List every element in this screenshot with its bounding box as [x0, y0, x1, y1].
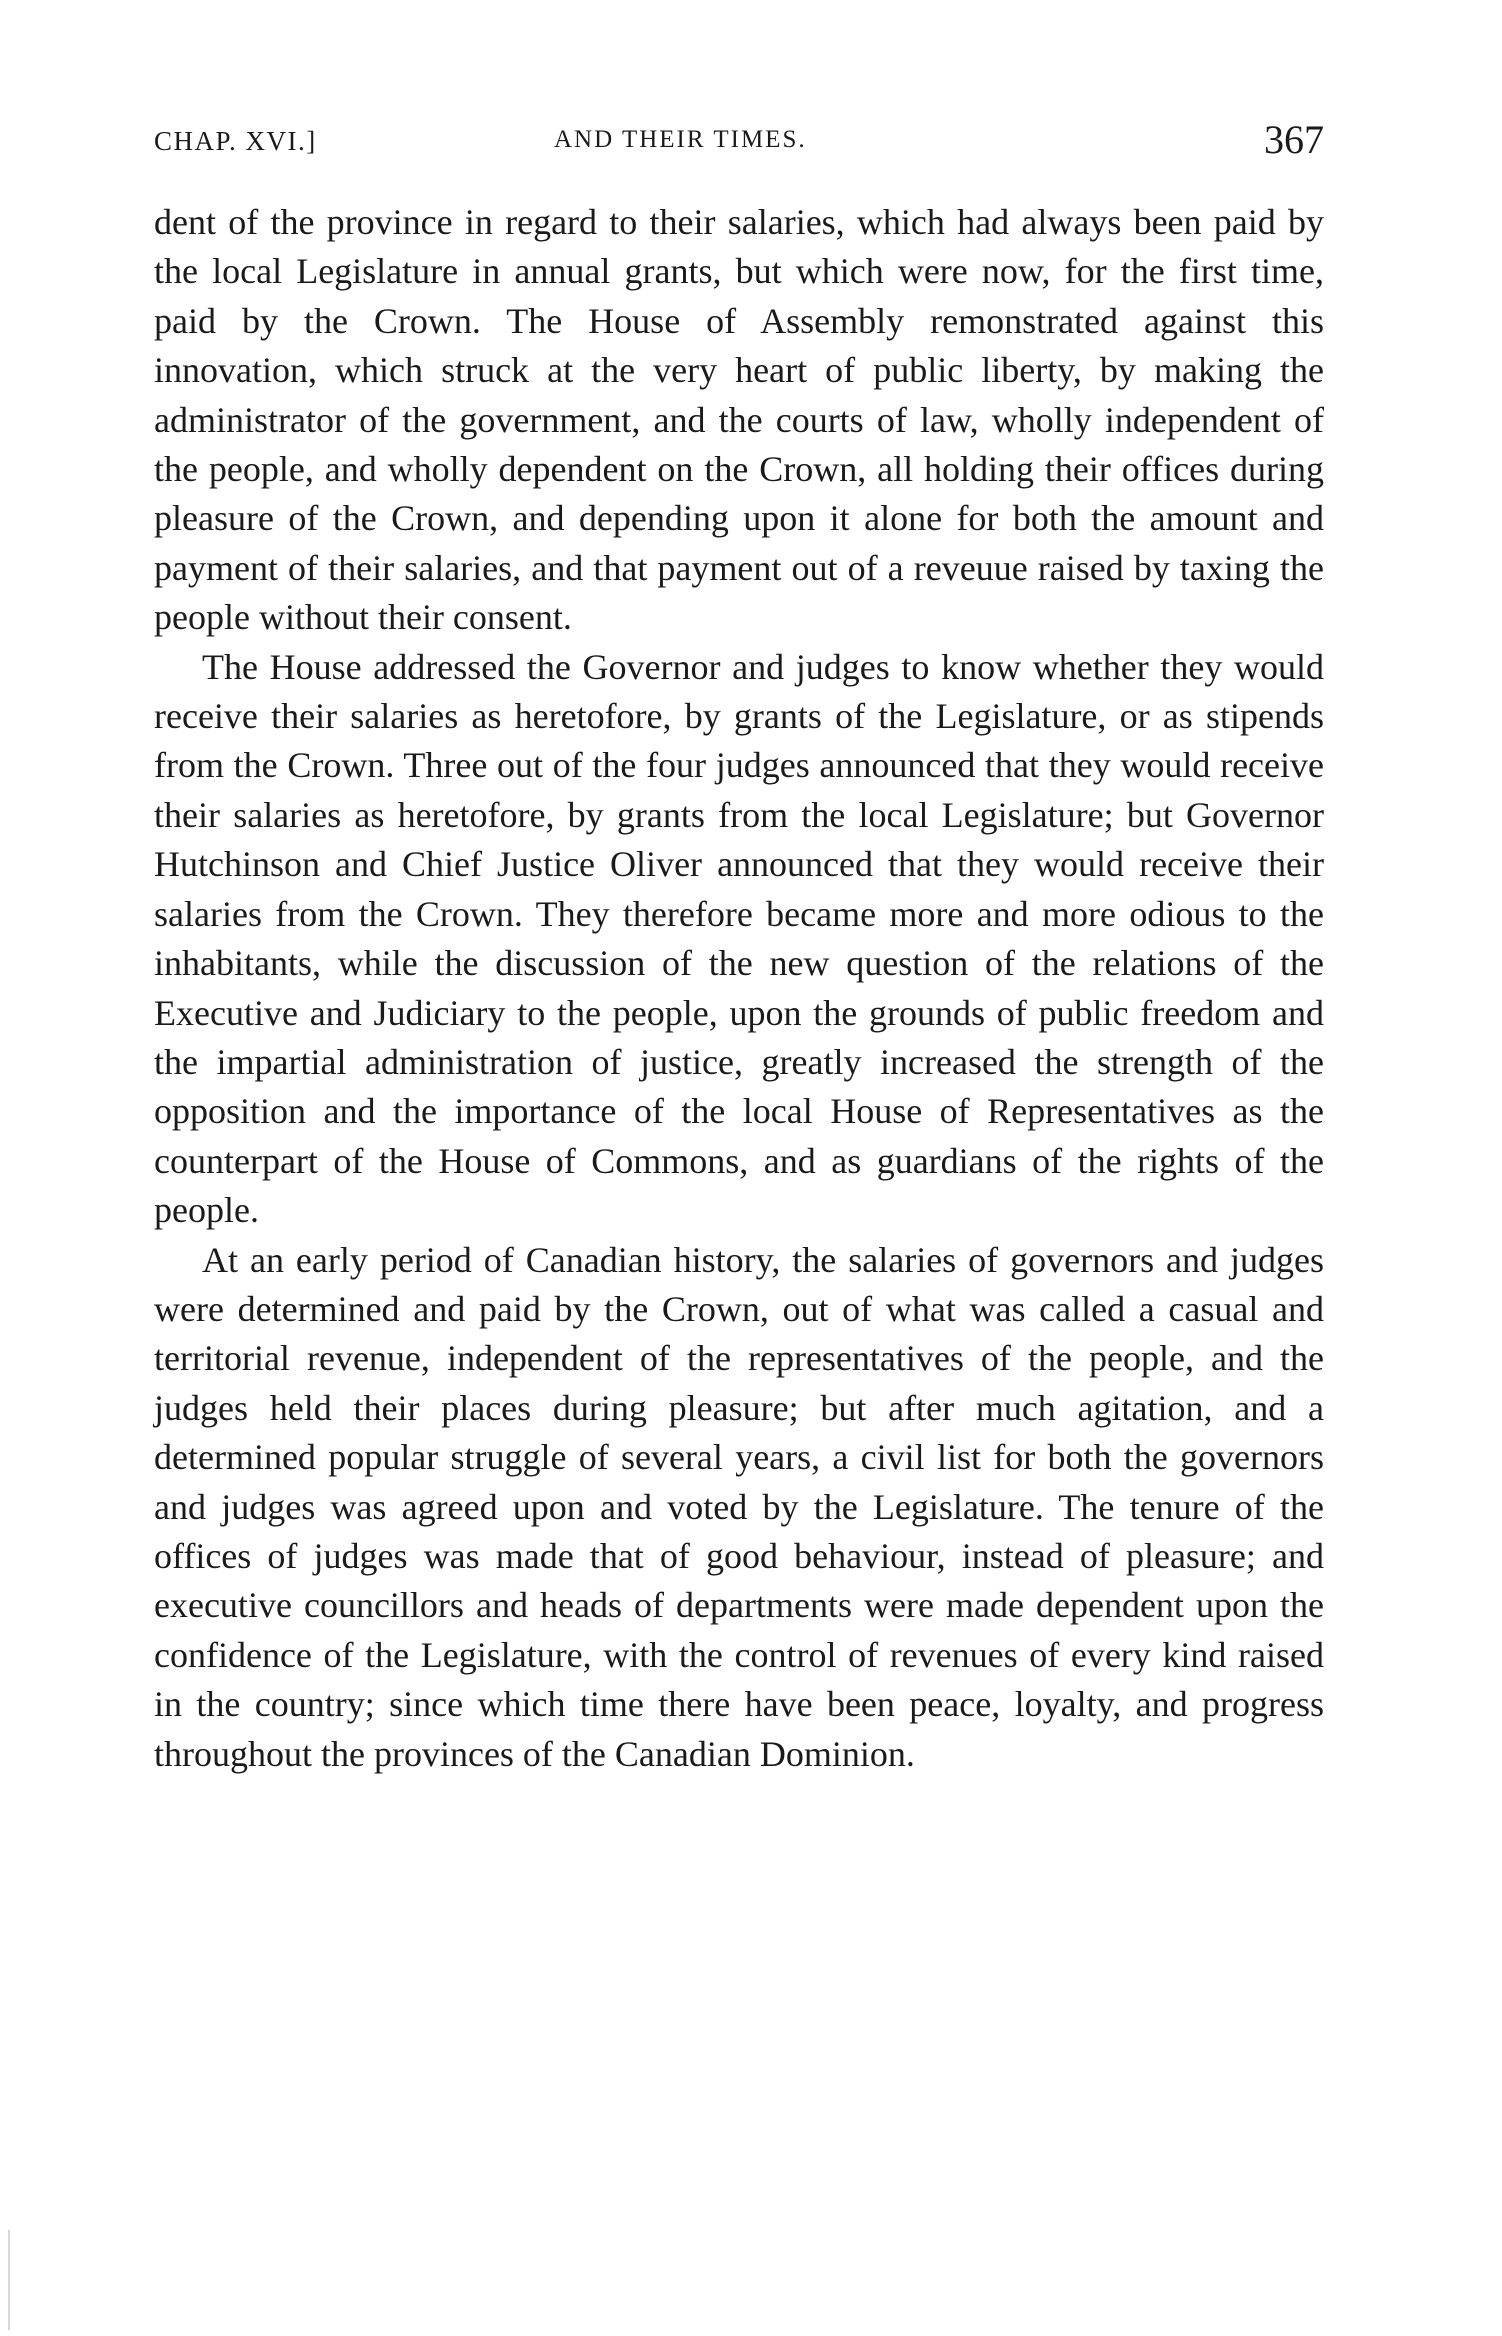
running-head	[154, 112, 1324, 172]
body-text	[154, 198, 1324, 1779]
chapter-heading: CHAP. XVI.]	[154, 126, 317, 156]
paragraph-canadian-history: At an early period of Canadian history, the salaries of governors and judges were determined and paid by the Crown, out of what was called a casual and territorial revenue, independent of the representatives of the people, and the judges held their places during pleasure; but after much agitation, and a determined popular struggle of several years, a civil list for both the governors and judges was agreed upon and voted by the Legislature. The tenure of the offices of judges was made that of good behaviour, instead of pleasure; and executive councillors and heads of departments were made dependent upon the confidence of the Legislature, with the control of revenues of every kind raised in the country; since which time there have been peace, loyalty, and progress throughout the provinces of the Canadian Dominion.	[154, 1239, 1324, 1774]
binding-edge-mark	[8, 2230, 10, 2330]
running-title: AND THEIR TIMES.	[554, 126, 807, 153]
paragraph-house-addressed: The House addressed the Governor and judges to know whether they would receive their salaries as heretofore, by grants of the Legislature, or as stipends from the Crown. Three out of the four judges announced that they would receive their salaries as heretofore, by grants from the local Legislature; but Governor Hutchinson and Chief Justice Oliver announced that they would receive their salaries from the Crown. They therefore became more and more odious to the inhabitants, while the discussion of the new question of the relations of the Executive and Judiciary to the people, upon the grounds of public freedom and the impartial administration of justice, greatly increased the strength of the opposition and the importance of the local House of Representatives as the counterpart of the House of Commons, and as guardians of the rights of the people.	[154, 646, 1324, 1231]
page-number: 367	[1264, 117, 1324, 162]
paragraph-continuation: dent of the province in regard to their salaries, which had always been paid by the local Legislature in annual grants, but which were now, for the first time, paid by the Crown. The House of Assembly remonstrated against this innovation, which struck at the very heart of public liberty, by making the administrator of the government, and the courts of law, wholly independent of the people, and wholly dependent on the Crown, all holding their offices during pleasure of the Crown, and depending upon it alone for both the amount and payment of their salaries, and that payment out of a reveuue raised by taxing the people without their consent.	[154, 202, 1324, 638]
book-page	[154, 112, 1324, 1779]
